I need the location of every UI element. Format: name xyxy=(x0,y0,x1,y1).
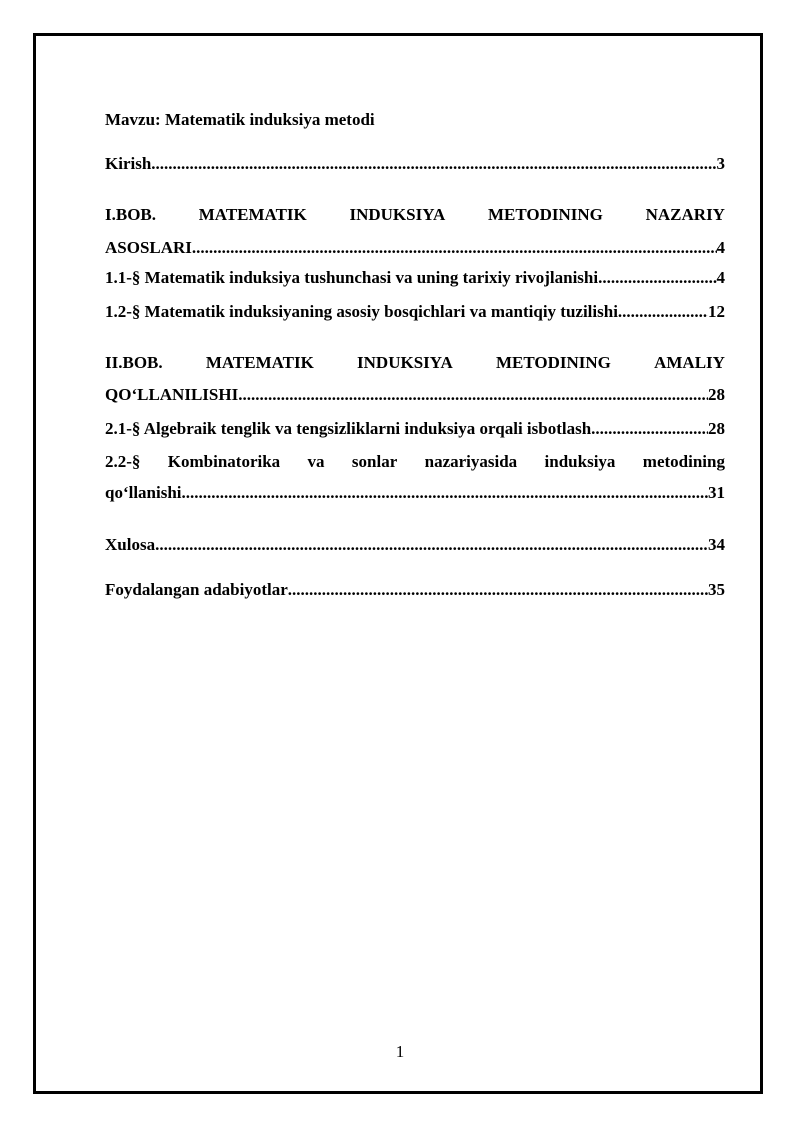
toc-word: MATEMATIK xyxy=(205,353,314,372)
toc-page-number: 4 xyxy=(716,238,725,257)
toc-leader xyxy=(151,154,716,174)
toc-word: metodining xyxy=(642,452,725,471)
toc-label: Kirish xyxy=(105,154,152,173)
toc-word: METODINING xyxy=(495,353,611,372)
toc-page-number: 35 xyxy=(708,580,725,599)
toc-word: sonlar xyxy=(351,452,398,471)
toc-page-number: 28 xyxy=(708,385,725,404)
toc-section-2-2-heading[interactable] xyxy=(105,452,725,472)
toc-word: NAZARIY xyxy=(645,205,725,224)
toc-chapter2-continuation[interactable] xyxy=(105,385,725,405)
toc-label: ASOSLARI xyxy=(105,238,192,257)
toc-page-number: 28 xyxy=(708,419,725,438)
toc-leader xyxy=(288,580,708,600)
toc-page-number: 31 xyxy=(708,483,725,502)
toc-word: va xyxy=(307,452,325,471)
toc-section-1-1[interactable] xyxy=(105,268,725,288)
toc-page-number: 4 xyxy=(716,268,725,287)
toc-label: Xulosa xyxy=(105,535,156,554)
toc-word: INDUKSIYA xyxy=(349,205,446,224)
toc-label: 1.1-§ Matematik induksiya tushunchasi va uning tarixiy rivojlanishi xyxy=(105,268,599,287)
page-border xyxy=(33,33,763,1094)
toc-section-2-1[interactable] xyxy=(105,419,725,439)
toc-entry-conclusion[interactable] xyxy=(105,535,725,555)
toc-label: QO‘LLANILISHI xyxy=(105,385,239,404)
toc-word: I.BOB. xyxy=(105,205,157,224)
toc-leader xyxy=(192,238,717,258)
toc-chapter1-continuation[interactable] xyxy=(105,238,725,258)
toc-leader xyxy=(238,385,708,405)
toc-word: METODINING xyxy=(487,205,603,224)
toc-label: 2.1-§ Algebraik tenglik va tengsizliklarni induksiya orqali isbotlash xyxy=(105,419,592,438)
toc-label: Foydalangan adabiyotlar xyxy=(105,580,288,599)
toc-word: induksiya xyxy=(544,452,616,471)
toc-word: AMALIY xyxy=(654,353,725,372)
toc-page-number: 34 xyxy=(708,535,725,554)
toc-entry-references[interactable] xyxy=(105,580,725,600)
toc-chapter2-heading[interactable] xyxy=(105,353,725,373)
toc-section-1-2[interactable] xyxy=(105,302,725,322)
toc-page-number: 3 xyxy=(716,154,725,173)
toc-leader xyxy=(598,268,716,288)
toc-label: 1.2-§ Matematik induksiyaning asosiy bosqichlari va mantiqiy tuzilishi xyxy=(105,302,618,321)
toc-section-2-2-continuation[interactable] xyxy=(105,483,725,503)
toc-word: II.BOB. xyxy=(105,353,163,372)
toc-word: INDUKSIYA xyxy=(357,353,453,372)
page-number: 1 xyxy=(395,1042,405,1061)
toc-page-number: 12 xyxy=(708,302,725,321)
toc-entry-intro[interactable] xyxy=(105,154,725,174)
toc-chapter1-heading[interactable] xyxy=(105,205,725,225)
document-title: Mavzu: Matematik induksiya metodi xyxy=(105,110,375,129)
toc-leader xyxy=(155,535,708,555)
toc-word: Kombinatorika xyxy=(167,452,281,471)
toc-word: 2.2-§ xyxy=(105,452,141,471)
toc-word: MATEMATIK xyxy=(198,205,307,224)
toc-label: qo‘llanishi xyxy=(105,483,182,502)
toc-leader xyxy=(618,302,708,322)
toc-leader xyxy=(591,419,708,439)
toc-word: nazariyasida xyxy=(424,452,518,471)
toc-leader xyxy=(182,483,708,503)
